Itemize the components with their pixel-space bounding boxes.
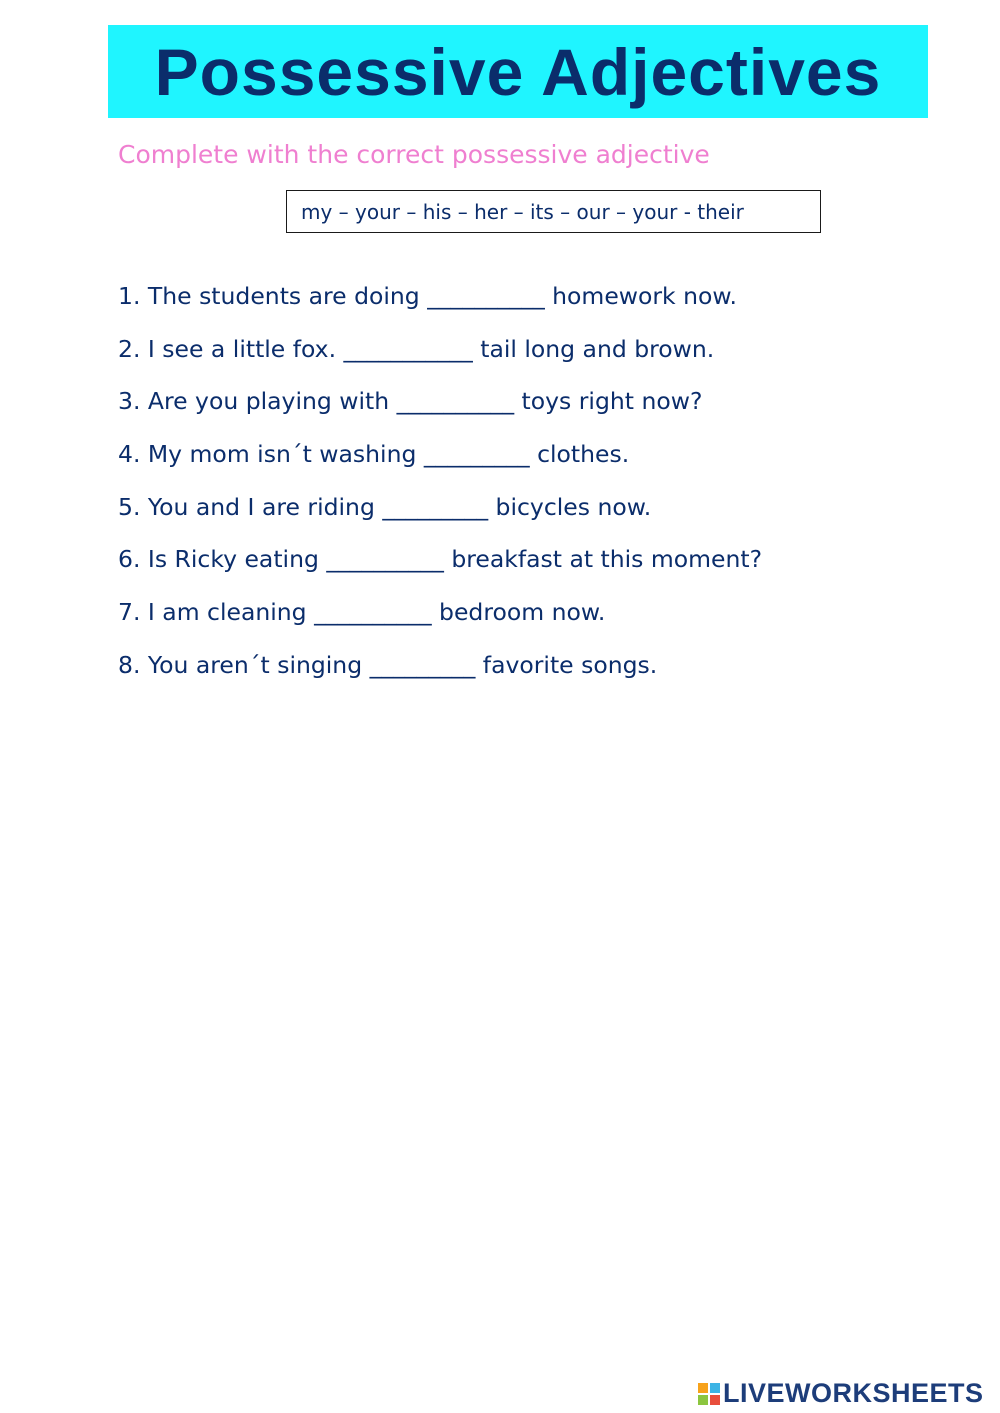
instruction-text: Complete with the correct possessive adjective (118, 140, 710, 169)
question-item: 5. You and I are riding _________ bicycles now. (118, 492, 652, 521)
liveworksheets-logo (698, 1378, 984, 1409)
question-item: 8. You aren´t singing _________ favorite songs. (118, 650, 658, 679)
word-bank-box (286, 190, 821, 233)
question-item: 4. My mom isn´t washing _________ clothes. (118, 440, 630, 469)
liveworksheets-logo-text: LIVEWORKSHEETS (723, 1378, 984, 1408)
question-item: 1. The students are doing __________ homework now. (118, 282, 737, 310)
question-item: 2. I see a little fox. ___________ tail long and brown. (118, 334, 715, 363)
question-item: 3. Are you playing with __________ toys right now? (118, 387, 703, 416)
page-title: Possessive Adjectives (154, 34, 882, 109)
liveworksheets-logo-icon (698, 1383, 720, 1405)
question-item: 7. I am cleaning __________ bedroom now. (118, 598, 606, 627)
word-bank-text: my – your – his – her – its – our – your - their (301, 199, 744, 224)
question-item: 6. Is Ricky eating __________ breakfast at this moment? (118, 545, 763, 574)
title-banner (108, 25, 928, 118)
question-list (118, 276, 762, 698)
